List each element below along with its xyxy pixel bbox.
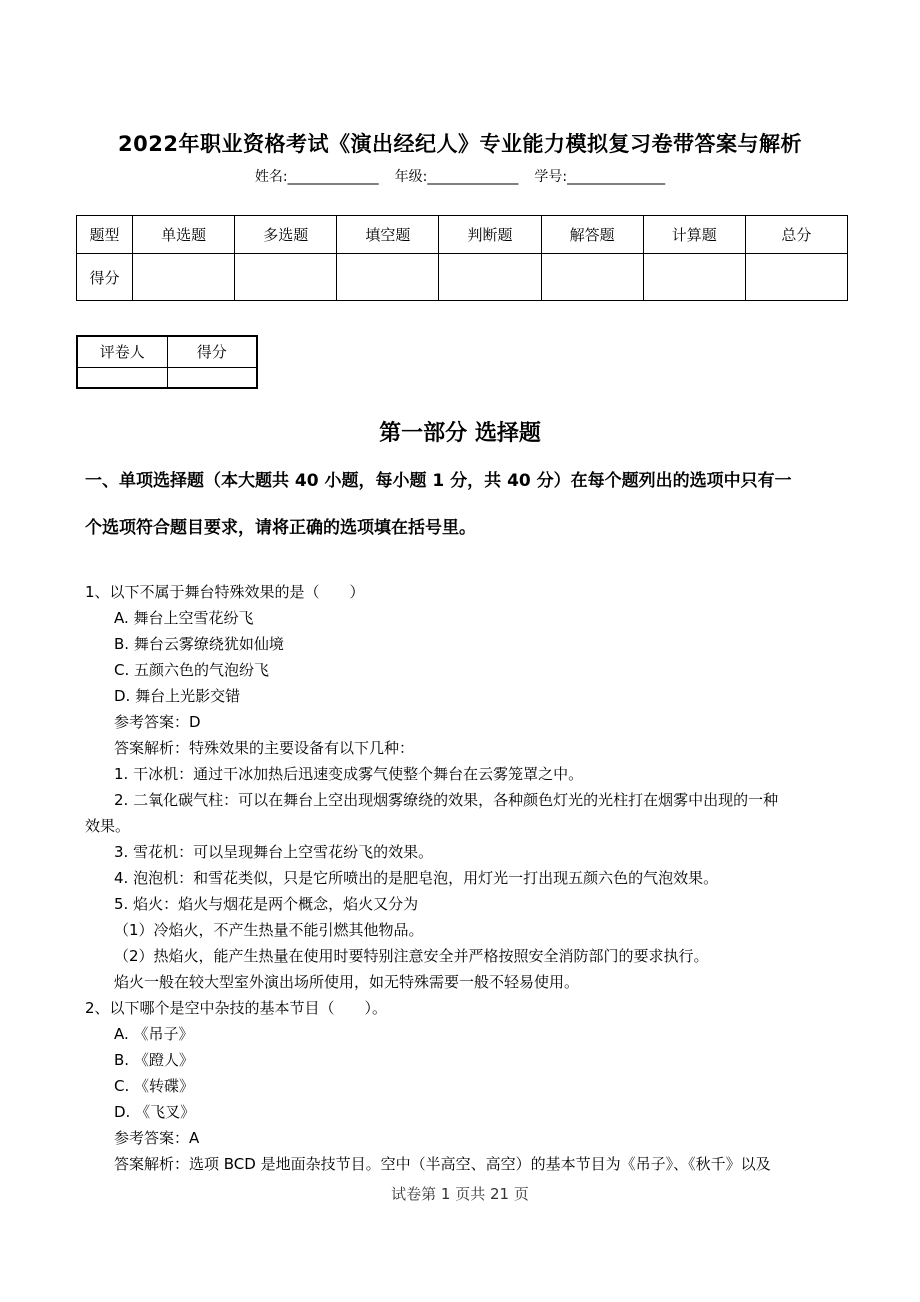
name-label: 姓名: (254, 169, 288, 185)
questions-area (85, 579, 853, 1177)
question-2-answer: 参考答案：A (114, 1129, 200, 1147)
grader-table (76, 335, 258, 389)
grader-table-header-cell: 评卷人 (77, 336, 167, 367)
question-1-analysis-line: （1）冷焰火，不产生热量不能引燃其他物品。 (114, 921, 424, 939)
question-2-analysis-line: 答案解析：选项 BCD 是地面杂技节目。空中（半高空、高空）的基本节目为《吊子》、《秋千》以及 (114, 1155, 771, 1173)
section-title: 第一部分 选择题 (379, 421, 541, 446)
question-1-analysis-line: 3. 雪花机：可以呈现舞台上空雪花纷飞的效果。 (114, 843, 434, 861)
grader-empty-cell (167, 367, 257, 388)
grader-table-header-cell: 得分 (167, 336, 257, 367)
grade-blank: _____________ (427, 169, 519, 185)
question-2-option-d: D. 《飞叉》 (114, 1103, 196, 1121)
grader-empty-cell (77, 367, 167, 388)
score-table-header-cell: 填空题 (337, 216, 439, 254)
student-id-label: 学号: (534, 169, 568, 185)
question-1-analysis-line: 2. 二氧化碳气柱：可以在舞台上空出现烟雾缭绕的效果，各种颜色灯光的光柱打在烟雾中出现的一种 (114, 791, 779, 809)
grader-table-header-row (77, 336, 257, 367)
score-empty-cell (745, 254, 847, 301)
question-1-stem: 1、以下不属于舞台特殊效果的是（ ） (85, 583, 365, 601)
score-empty-cell (643, 254, 745, 301)
score-table-header-cell: 判断题 (439, 216, 541, 254)
question-2-option-b: B. 《蹬人》 (114, 1051, 194, 1069)
student-id-blank: ______________ (567, 169, 666, 185)
page-footer: 试卷第 1 页共 21 页 (391, 1185, 529, 1203)
exam-title: 2022年职业资格考试《演出经纪人》专业能力模拟复习卷带答案与解析 (118, 132, 802, 156)
score-table-header-cell: 计算题 (643, 216, 745, 254)
grader-table-empty-row (77, 367, 257, 388)
score-table-header-cell: 题型 (77, 216, 133, 254)
question-1-option-d: D. 舞台上光影交错 (114, 687, 241, 705)
score-table-header-cell: 总分 (745, 216, 847, 254)
question-1-analysis-line: 焰火一般在较大型室外演出场所使用，如无特殊需要一般不轻易使用。 (114, 973, 580, 991)
question-2-stem: 2、以下哪个是空中杂技的基本节目（ ）。 (85, 999, 388, 1017)
score-table-score-row (77, 254, 848, 301)
question-1-analysis-line: 4. 泡泡机：和雪花类似，只是它所喷出的是肥皂泡，用灯光一打出现五颜六色的气泡效果。 (114, 869, 719, 887)
score-empty-cell (337, 254, 439, 301)
section-instructions-line: 一、单项选择题（本大题共 40 小题，每小题 1 分，共 40 分）在每个题列出的选项中只有一 (85, 471, 792, 491)
score-table-header-cell: 多选题 (235, 216, 337, 254)
question-1-analysis-line: 效果。 (85, 817, 131, 835)
student-info-line (0, 166, 920, 186)
score-empty-cell (541, 254, 643, 301)
score-table-header-cell: 单选题 (133, 216, 235, 254)
score-summary-table (76, 215, 848, 301)
section-instructions (85, 470, 849, 564)
section-instructions-line: 个选项符合题目要求，请将正确的选项填在括号里。 (85, 518, 476, 538)
score-table-header-cell: 解答题 (541, 216, 643, 254)
score-empty-cell (235, 254, 337, 301)
grade-label: 年级: (394, 169, 428, 185)
question-1-analysis-line: 1. 干冰机：通过干冰加热后迅速变成雾气使整个舞台在云雾笼罩之中。 (114, 765, 584, 783)
question-2-option-c: C. 《转碟》 (114, 1077, 195, 1095)
question-1-analysis-line: 5. 焰火：焰火与烟花是两个概念，焰火又分为 (114, 895, 419, 913)
question-1-option-a: A. 舞台上空雪花纷飞 (114, 609, 254, 627)
score-empty-cell (133, 254, 235, 301)
question-1-analysis-line: （2）热焰火，能产生热量在使用时要特别注意安全并严格按照安全消防部门的要求执行。 (114, 947, 709, 965)
question-1-answer: 参考答案：D (114, 713, 201, 731)
question-2-option-a: A. 《吊子》 (114, 1025, 194, 1043)
score-row-label-cell: 得分 (77, 254, 133, 301)
question-1-analysis-line: 答案解析：特殊效果的主要设备有以下几种： (114, 739, 415, 757)
question-1-option-b: B. 舞台云雾缭绕犹如仙境 (114, 635, 284, 653)
name-blank: _____________ (287, 169, 379, 185)
question-1-option-c: C. 五颜六色的气泡纷飞 (114, 661, 270, 679)
score-empty-cell (439, 254, 541, 301)
score-table-header-row (77, 216, 848, 254)
